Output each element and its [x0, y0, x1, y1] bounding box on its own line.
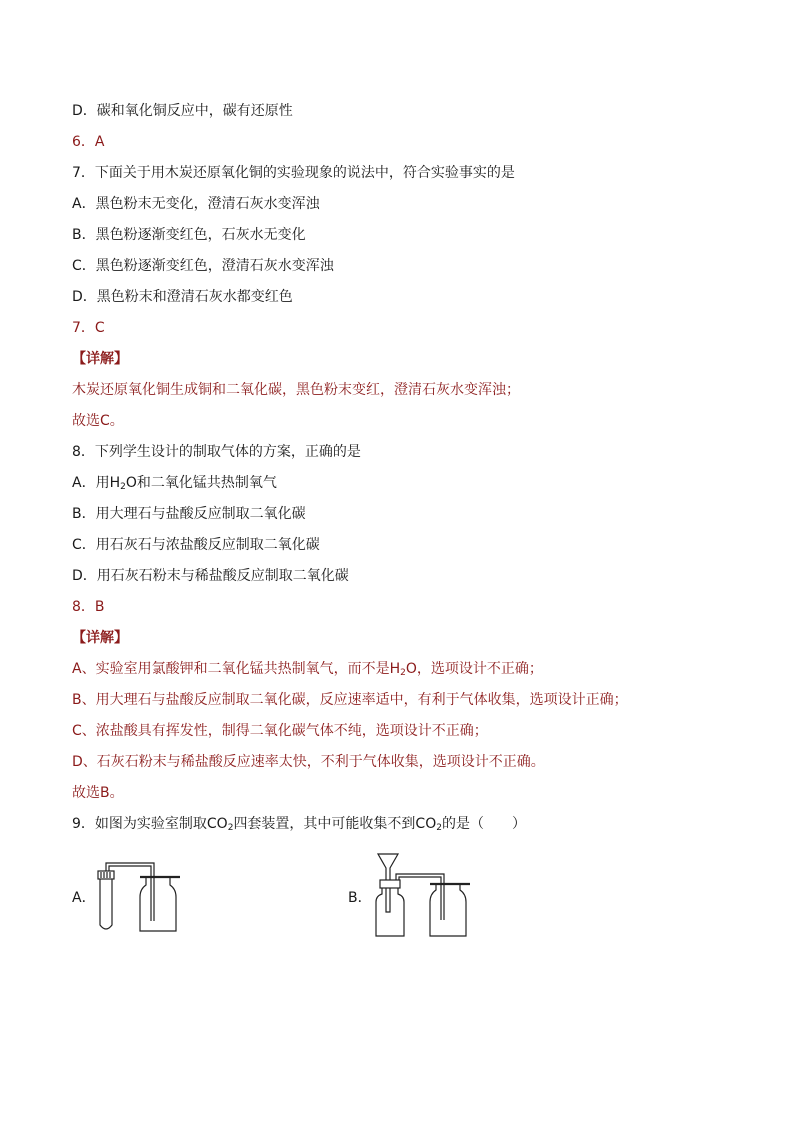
q7-answer: 7．C: [72, 320, 105, 336]
prev-option-d: D．碳和氧化铜反应中，碳有还原性: [72, 103, 293, 119]
q8-option-b: B．用大理石与盐酸反应制取二氧化碳: [72, 506, 306, 522]
funnel-flask-apparatus-icon: [368, 850, 478, 940]
q8-stem: 8．下列学生设计的制取气体的方案，正确的是: [72, 444, 361, 460]
q8-detail-d: D、石灰石粉末与稀盐酸反应速率太快，不利于气体收集，选项设计不正确。: [72, 754, 545, 770]
figure-label-a: A．: [72, 890, 96, 906]
q7-stem: 7．下面关于用木炭还原氧化铜的实验现象的说法中，符合实验事实的是: [72, 165, 515, 181]
q8-option-d: D．用石灰石粉末与稀盐酸反应制取二氧化碳: [72, 568, 349, 584]
figure-label-b: B．: [348, 890, 372, 906]
q6-answer: 6．A: [72, 134, 105, 150]
q8-detail-b: B、用大理石与盐酸反应制取二氧化碳，反应速率适中，有利于气体收集，选项设计正确；: [72, 692, 628, 708]
q8-detail-a: A、实验室用氯酸钾和二氧化锰共热制氧气，而不是$H_2O$，选项设计不正确；: [72, 661, 543, 678]
q7-detail-line: 木炭还原氧化铜生成铜和二氧化碳，黑色粉末变红，澄清石灰水变浑浊；: [72, 382, 520, 398]
test-tube-apparatus-icon: [92, 855, 192, 935]
q7-option-d: D．黑色粉末和澄清石灰水都变红色: [72, 289, 293, 305]
q7-option-c: C．黑色粉逐渐变红色，澄清石灰水变浑浊: [72, 258, 334, 274]
q8-option-c: C．用石灰石与浓盐酸反应制取二氧化碳: [72, 537, 320, 553]
q9-stem: 9．如图为实验室制取$CO_2$四套装置，其中可能收集不到$CO_2$的是（ ）: [72, 816, 526, 833]
q7-detail-title: 【详解】: [72, 351, 128, 367]
q8-answer: 8．B: [72, 599, 105, 615]
q7-conclusion: 故选C。: [72, 413, 124, 429]
q7-option-a: A．黑色粉末无变化，澄清石灰水变浑浊: [72, 196, 320, 212]
q8-detail-c: C、浓盐酸具有挥发性，制得二氧化碳气体不纯，选项设计不正确；: [72, 723, 488, 739]
q8-option-a: A．用$H_2O$和二氧化锰共热制氧气: [72, 475, 277, 492]
q8-detail-title: 【详解】: [72, 630, 128, 646]
q7-option-b: B．黑色粉逐渐变红色，石灰水无变化: [72, 227, 306, 243]
q8-conclusion: 故选B。: [72, 785, 124, 801]
